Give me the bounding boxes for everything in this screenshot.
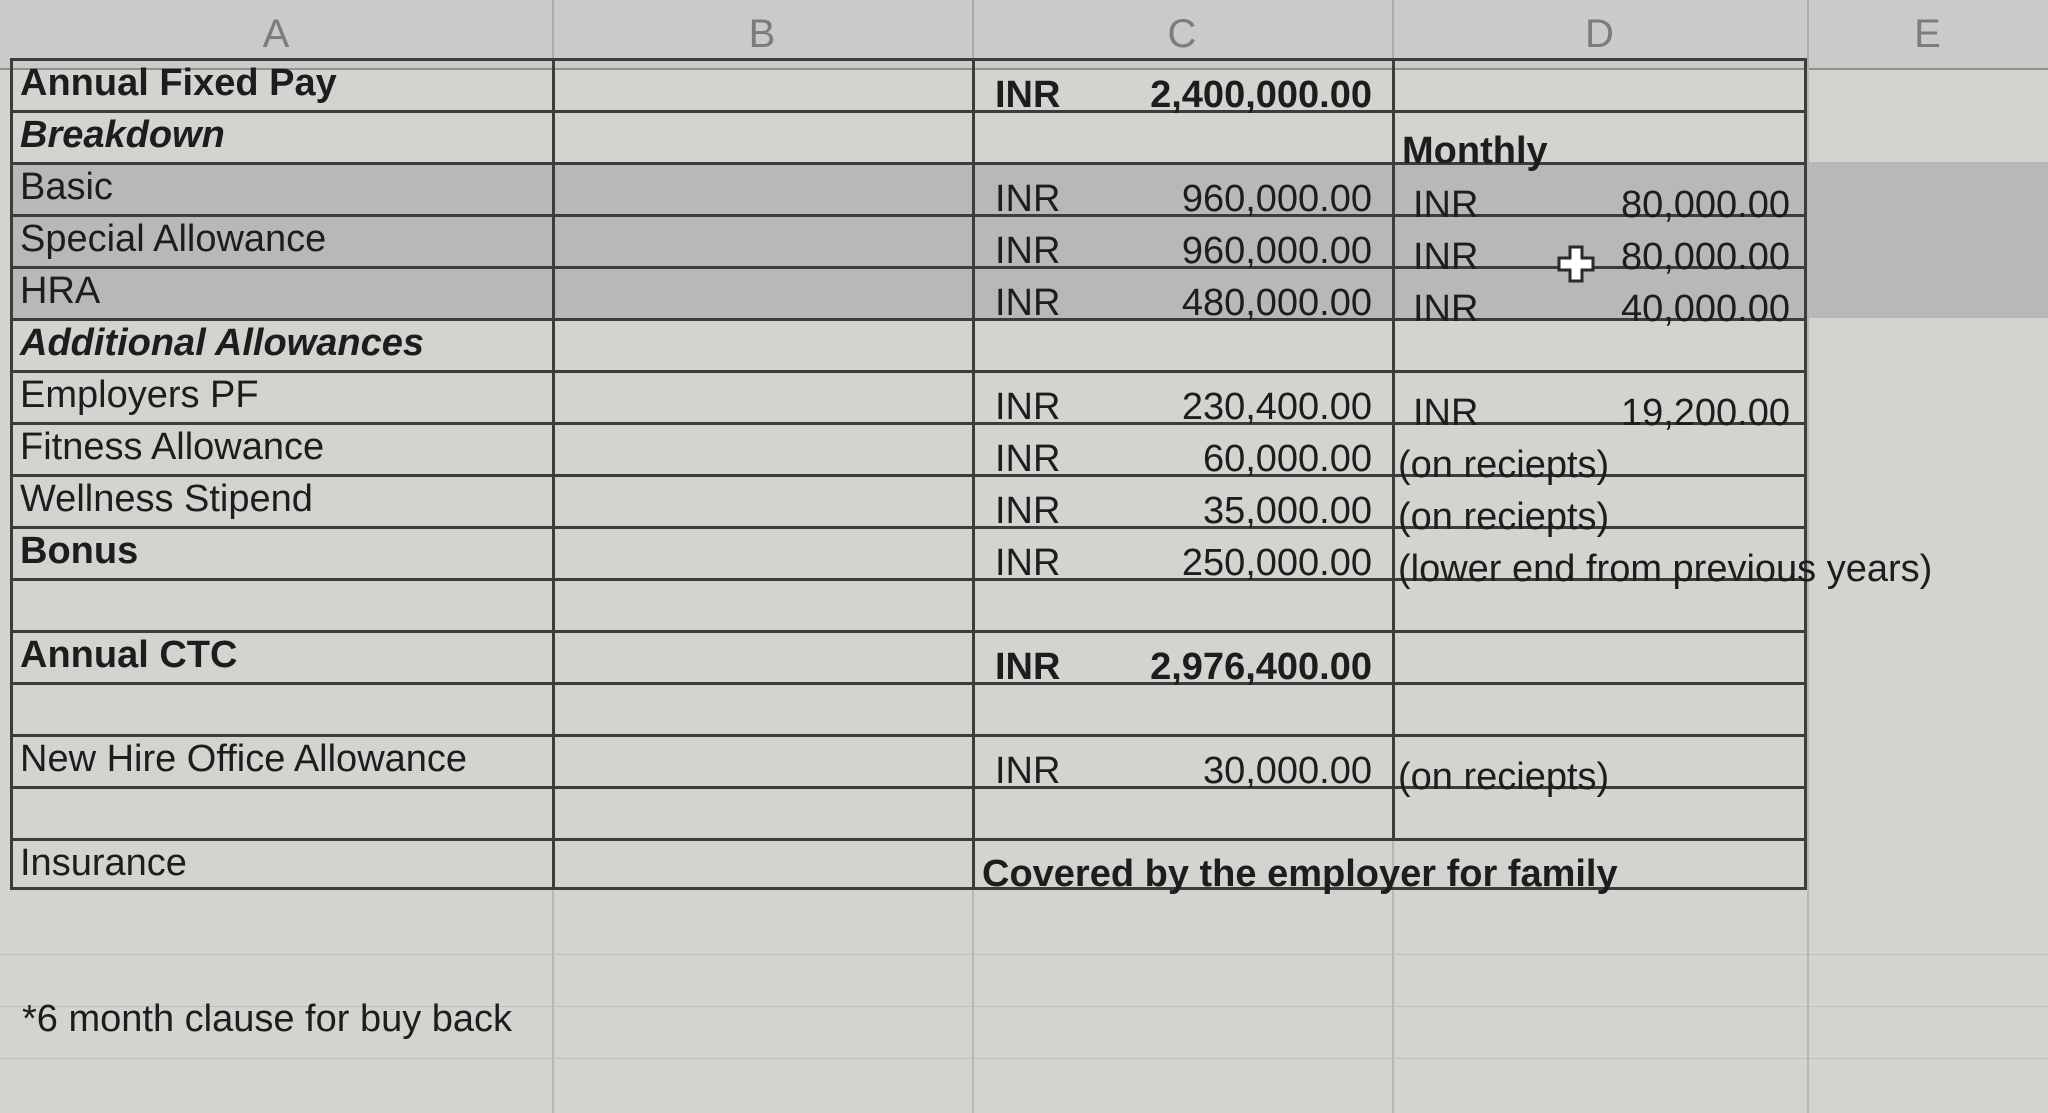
label-additional-allowances: Additional Allowances — [20, 322, 424, 364]
label-basic: Basic — [20, 166, 113, 208]
value-hra: 480,000.00 — [1181, 282, 1372, 324]
cell-a15[interactable] — [10, 786, 552, 838]
monthly-value-hra: 40,000.00 — [1620, 288, 1790, 330]
cell-b12[interactable] — [552, 630, 972, 682]
column-header-b[interactable]: B — [552, 0, 974, 68]
cell-b1[interactable] — [552, 58, 972, 110]
currency-employers-pf: INR — [995, 386, 1061, 428]
cell-b11[interactable] — [552, 578, 972, 630]
currency-basic: INR — [995, 178, 1061, 220]
cell-c13[interactable] — [972, 682, 1392, 734]
label-hra: HRA — [20, 270, 101, 312]
cell-c6[interactable] — [972, 318, 1392, 370]
gridline — [0, 954, 2048, 955]
cell-b6[interactable] — [552, 318, 972, 370]
note-buy-back: *6 month clause for buy back — [22, 998, 513, 1040]
monthly-value-basic: 80,000.00 — [1620, 184, 1790, 226]
currency-special-allowance: INR — [995, 230, 1061, 272]
value-fitness-allowance: 60,000.00 — [1202, 438, 1372, 480]
monthly-currency-special-allowance: INR — [1413, 236, 1479, 278]
gridline — [1807, 68, 1809, 1113]
label-special-allowance: Special Allowance — [20, 218, 327, 260]
cell-c11[interactable] — [972, 578, 1392, 630]
cell-c15[interactable] — [972, 786, 1392, 838]
cell-b5[interactable] — [552, 266, 972, 318]
header-monthly: Monthly — [1402, 130, 1548, 172]
cursor-cross-icon — [1556, 244, 1596, 284]
note-wellness-stipend: (on reciepts) — [1398, 496, 1610, 538]
value-bonus: 250,000.00 — [1181, 542, 1372, 584]
cell-d13[interactable] — [1392, 682, 1807, 734]
cell-b9[interactable] — [552, 474, 972, 526]
cell-b14[interactable] — [552, 734, 972, 786]
monthly-value-employers-pf: 19,200.00 — [1620, 392, 1790, 434]
cell-d12[interactable] — [1392, 630, 1807, 682]
column-header-c[interactable]: C — [972, 0, 1394, 68]
gridline — [0, 1058, 2048, 1059]
column-header-e[interactable]: E — [1914, 11, 1941, 56]
value-new-hire-office-allowance: 30,000.00 — [1202, 750, 1372, 792]
cell-b15[interactable] — [552, 786, 972, 838]
label-employers-pf: Employers PF — [20, 374, 259, 416]
currency-annual-fixed-pay: INR — [995, 74, 1061, 116]
cell-b4[interactable] — [552, 214, 972, 266]
label-fitness-allowance: Fitness Allowance — [20, 426, 325, 468]
value-annual-ctc: 2,976,400.00 — [1150, 646, 1372, 688]
monthly-currency-employers-pf: INR — [1413, 392, 1479, 434]
cell-b16[interactable] — [552, 838, 972, 890]
cell-a11[interactable] — [10, 578, 552, 630]
table-border-right — [1804, 58, 1807, 841]
cell-b10[interactable] — [552, 526, 972, 578]
currency-fitness-allowance: INR — [995, 438, 1061, 480]
note-bonus: (lower end from previous years) — [1398, 548, 1933, 590]
currency-bonus: INR — [995, 542, 1061, 584]
currency-annual-ctc: INR — [995, 646, 1061, 688]
monthly-value-special-allowance: 80,000.00 — [1620, 236, 1790, 278]
column-header-a[interactable]: A — [0, 0, 554, 68]
column-header-d[interactable]: D — [1392, 0, 1809, 68]
currency-hra: INR — [995, 282, 1061, 324]
currency-wellness-stipend: INR — [995, 490, 1061, 532]
note-new-hire-office-allowance: (on reciepts) — [1398, 756, 1610, 798]
note-fitness-allowance: (on reciepts) — [1398, 444, 1610, 486]
cell-b7[interactable] — [552, 370, 972, 422]
cell-d1[interactable] — [1392, 58, 1807, 110]
value-insurance: Covered by the employer for family — [982, 853, 1618, 895]
value-employers-pf: 230,400.00 — [1181, 386, 1372, 428]
label-new-hire-office-allowance: New Hire Office Allowance — [20, 738, 468, 780]
cell-b8[interactable] — [552, 422, 972, 474]
label-bonus: Bonus — [20, 530, 139, 572]
table-border-right — [1804, 838, 1807, 890]
cell-b2[interactable] — [552, 110, 972, 162]
label-wellness-stipend: Wellness Stipend — [20, 478, 313, 520]
cell-a13[interactable] — [10, 682, 552, 734]
value-special-allowance: 960,000.00 — [1181, 230, 1372, 272]
value-wellness-stipend: 35,000.00 — [1202, 490, 1372, 532]
cell-c2[interactable] — [972, 110, 1392, 162]
cell-b13[interactable] — [552, 682, 972, 734]
label-breakdown: Breakdown — [20, 114, 225, 156]
label-annual-fixed-pay: Annual Fixed Pay — [20, 62, 337, 104]
value-annual-fixed-pay: 2,400,000.00 — [1150, 74, 1372, 116]
value-basic: 960,000.00 — [1181, 178, 1372, 220]
monthly-currency-hra: INR — [1413, 288, 1479, 330]
currency-new-hire-office-allowance: INR — [995, 750, 1061, 792]
label-insurance: Insurance — [20, 842, 187, 884]
monthly-currency-basic: INR — [1413, 184, 1479, 226]
label-annual-ctc: Annual CTC — [20, 634, 238, 676]
cell-b3[interactable] — [552, 162, 972, 214]
